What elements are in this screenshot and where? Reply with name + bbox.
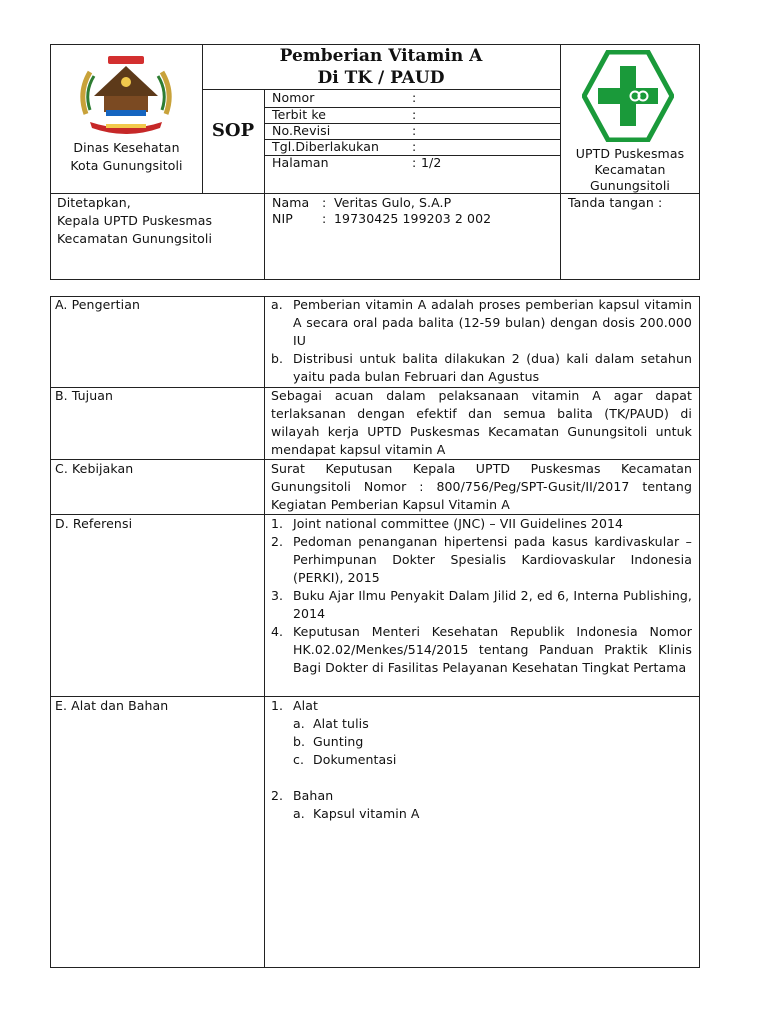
meta-label-revisi: No.Revisi [272,123,331,138]
meta-label-tgl: Tgl.Diberlakukan [272,139,379,154]
section-label-tujuan: B. Tujuan [55,388,114,403]
list-item: 3. Buku Ajar Ilmu Penyakit Dalam Jilid 2, ed 6, Interna Publishing, 2014 [271,588,692,621]
section-label-referensi: D. Referensi [55,516,133,531]
list-item: a. Kapsul vitamin A [293,806,420,821]
meta-label-terbit: Terbit ke [272,107,327,122]
left-org-name: Dinas Kesehatan Kota Gunungsitoli [70,140,183,173]
meta-sep: : [412,107,417,122]
referensi-list [271,515,692,677]
list-item: a. Pemberian vitamin A adalah proses pemberian kapsul vitamin A secara oral pada balita (12-59 bulan) dengan dosis 200.000 IU [271,297,692,348]
section-label-pengertian: A. Pengertian [55,297,141,312]
list-item: b. Distribusi untuk balita dilakukan 2 (dua) kali dalam setahun yaitu pada bulan Februari dan Agustus [271,351,692,384]
alat-heading: 1. Alat [271,698,318,713]
meta-label-nomor: Nomor [272,90,315,105]
list-item: b. Gunting [293,734,364,749]
section-label-alat-bahan: E. Alat dan Bahan [55,698,169,713]
name-value: Veritas Gulo, S.A.P [334,195,452,210]
sop-label: SOP [211,120,255,141]
list-item: c. Dokumentasi [293,752,397,767]
document-title: Pemberian Vitamin A Di TK / PAUD [279,46,483,88]
list-item: 4. Keputusan Menteri Kesehatan Republik Indonesia Nomor HK.02.02/Menkes/514/2015 tentang Panduan Praktik Klinis Bagi Dokter di Fasilitas Pelayanan Kesehatan Tingkat Pertama [271,624,692,675]
name-sep: : [322,195,327,210]
meta-sep: : [412,90,417,105]
signature-label: Tanda tangan : [568,195,663,210]
puskesmas-logo-icon [582,50,674,142]
tujuan-text: Sebagai acuan dalam pelaksanaan vitamin A agar dapat terlaksanan dengan efektif dan semua balita (TK/PAUD) di wilayah kerja UPTD Puskesmas Kecamatan Gunungsitoli untuk mendapat kapsul vitamin A [271,388,692,457]
list-item: 2. Pedoman penanganan hipertensi pada kasus kardivaskular – Perhimpunan Dokter Spesialis Kardiovaskular Indonesia (PERKI), 2015 [271,534,692,585]
meta-sep: : [412,155,417,170]
bahan-heading: 2. Bahan [271,788,334,803]
name-label: Nama [272,195,310,210]
pengertian-list [271,296,692,386]
meta-label-halaman: Halaman [272,155,329,170]
meta-sep: : [412,123,417,138]
list-item: a. Alat tulis [293,716,369,731]
gunungsitoli-emblem-icon [76,52,176,138]
alat-bahan-content [271,697,692,823]
right-org-name: UPTD Puskesmas Kecamatan Gunungsitoli [575,146,685,193]
nip-value: 19730425 199203 2 002 [334,211,492,226]
meta-value-halaman: 1/2 [421,155,442,170]
approval-block: Ditetapkan, Kepala UPTD Puskesmas Kecamatan Gunungsitoli [57,195,213,246]
kebijakan-text: Surat Keputusan Kepala UPTD Puskesmas Kecamatan Gunungsitoli Nomor : 800/756/Peg/SPT-Gusit/II/2017 tentang Kegiatan Pemberian Kapsul Vitamin A [271,461,692,512]
meta-sep: : [412,139,417,154]
section-label-kebijakan: C. Kebijakan [55,461,134,476]
nip-label: NIP [272,211,293,226]
nip-sep: : [322,211,327,226]
list-item: 1. Joint national committee (JNC) – VII Guidelines 2014 [271,516,624,531]
